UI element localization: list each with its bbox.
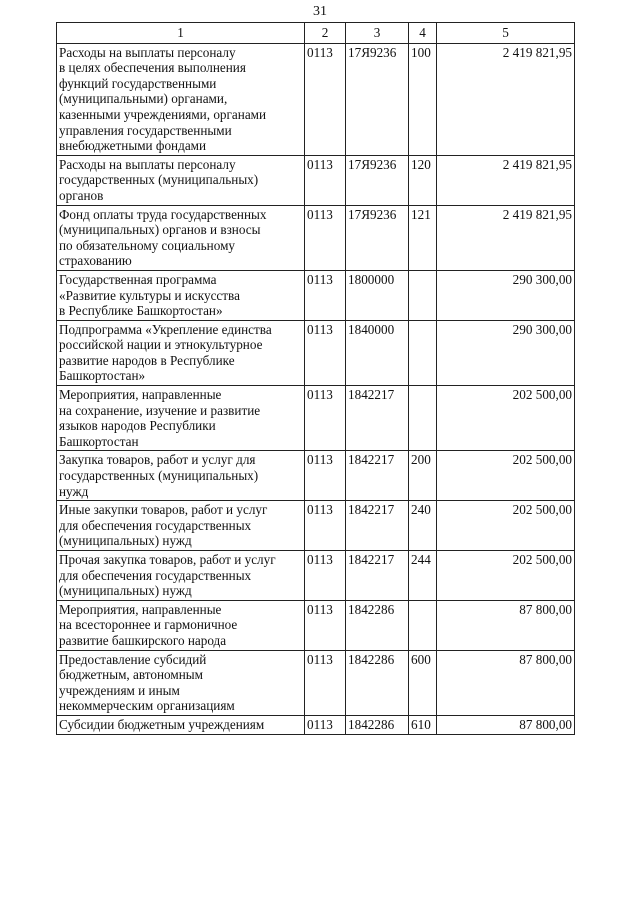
- row-target-code: 1842217: [346, 501, 409, 551]
- row-section-code: 0113: [305, 320, 346, 385]
- row-expense-type: [409, 270, 437, 320]
- table-row: [57, 551, 575, 601]
- budget-table: [56, 22, 575, 735]
- table-row: [57, 270, 575, 320]
- row-target-code: 1842217: [346, 451, 409, 501]
- row-target-code: 1842217: [346, 386, 409, 451]
- row-expense-type: 120: [409, 155, 437, 205]
- row-expense-type: 244: [409, 551, 437, 601]
- row-section-code: 0113: [305, 386, 346, 451]
- row-amount: 2 419 821,95: [437, 155, 575, 205]
- row-target-code: 1840000: [346, 320, 409, 385]
- table-row: [57, 715, 575, 734]
- row-name: Мероприятия, направленные на сохранение, изучение и развитие языков народов Республики Башкортостан: [57, 386, 305, 451]
- table-row: [57, 451, 575, 501]
- column-header-4: 4: [409, 23, 437, 44]
- row-expense-type: 121: [409, 205, 437, 270]
- row-target-code: 1842286: [346, 600, 409, 650]
- row-expense-type: [409, 600, 437, 650]
- table-row: [57, 501, 575, 551]
- row-target-code: 1800000: [346, 270, 409, 320]
- row-name: Расходы на выплаты персоналу в целях обеспечения выполнения функций государственными (муниципальными) органами, казенными учреждениями, органами управления государственными внебюджетными фондами: [57, 43, 305, 155]
- table-row: [57, 43, 575, 155]
- page-number: 31: [313, 4, 327, 19]
- row-target-code: 1842217: [346, 551, 409, 601]
- row-name: Закупка товаров, работ и услуг для государственных (муниципальных) нужд: [57, 451, 305, 501]
- column-header-2: 2: [305, 23, 346, 44]
- row-amount: 290 300,00: [437, 320, 575, 385]
- row-section-code: 0113: [305, 551, 346, 601]
- row-name: Подпрограмма «Укрепление единства российской нации и этнокультурное развитие народов в Республике Башкортостан»: [57, 320, 305, 385]
- row-section-code: 0113: [305, 600, 346, 650]
- row-expense-type: [409, 386, 437, 451]
- table-row: [57, 386, 575, 451]
- row-name: Прочая закупка товаров, работ и услуг для обеспечения государственных (муниципальных) нужд: [57, 551, 305, 601]
- table-row: [57, 600, 575, 650]
- column-header-5: 5: [437, 23, 575, 44]
- row-amount: 202 500,00: [437, 386, 575, 451]
- column-header-1: 1: [57, 23, 305, 44]
- row-amount: 2 419 821,95: [437, 205, 575, 270]
- row-name: Предоставление субсидий бюджетным, автономным учреждениям и иным некоммерческим организациям: [57, 650, 305, 715]
- table-row: [57, 650, 575, 715]
- row-section-code: 0113: [305, 155, 346, 205]
- row-amount: 87 800,00: [437, 650, 575, 715]
- row-expense-type: 100: [409, 43, 437, 155]
- row-name: Государственная программа «Развитие культуры и искусства в Республике Башкортостан»: [57, 270, 305, 320]
- row-expense-type: 600: [409, 650, 437, 715]
- table-row: [57, 320, 575, 385]
- row-name: Иные закупки товаров, работ и услуг для обеспечения государственных (муниципальных) нужд: [57, 501, 305, 551]
- row-amount: 202 500,00: [437, 551, 575, 601]
- row-section-code: 0113: [305, 205, 346, 270]
- row-section-code: 0113: [305, 650, 346, 715]
- row-expense-type: 610: [409, 715, 437, 734]
- row-expense-type: 240: [409, 501, 437, 551]
- row-amount: 2 419 821,95: [437, 43, 575, 155]
- row-target-code: 1842286: [346, 715, 409, 734]
- row-name: Субсидии бюджетным учреждениям: [57, 715, 305, 734]
- row-target-code: 17Я9236: [346, 205, 409, 270]
- row-section-code: 0113: [305, 451, 346, 501]
- row-amount: 202 500,00: [437, 451, 575, 501]
- row-expense-type: [409, 320, 437, 385]
- row-section-code: 0113: [305, 270, 346, 320]
- row-expense-type: 200: [409, 451, 437, 501]
- row-amount: 87 800,00: [437, 715, 575, 734]
- column-header-3: 3: [346, 23, 409, 44]
- header-row: [57, 23, 575, 44]
- row-target-code: 17Я9236: [346, 43, 409, 155]
- row-section-code: 0113: [305, 501, 346, 551]
- table-row: [57, 155, 575, 205]
- row-name: Мероприятия, направленные на всестороннее и гармоничное развитие башкирского народа: [57, 600, 305, 650]
- row-target-code: 17Я9236: [346, 155, 409, 205]
- row-amount: 290 300,00: [437, 270, 575, 320]
- row-section-code: 0113: [305, 43, 346, 155]
- table-row: [57, 205, 575, 270]
- row-name: Фонд оплаты труда государственных (муниципальных) органов и взносы по обязательному социальному страхованию: [57, 205, 305, 270]
- row-amount: 87 800,00: [437, 600, 575, 650]
- row-amount: 202 500,00: [437, 501, 575, 551]
- row-name: Расходы на выплаты персоналу государственных (муниципальных) органов: [57, 155, 305, 205]
- row-section-code: 0113: [305, 715, 346, 734]
- row-target-code: 1842286: [346, 650, 409, 715]
